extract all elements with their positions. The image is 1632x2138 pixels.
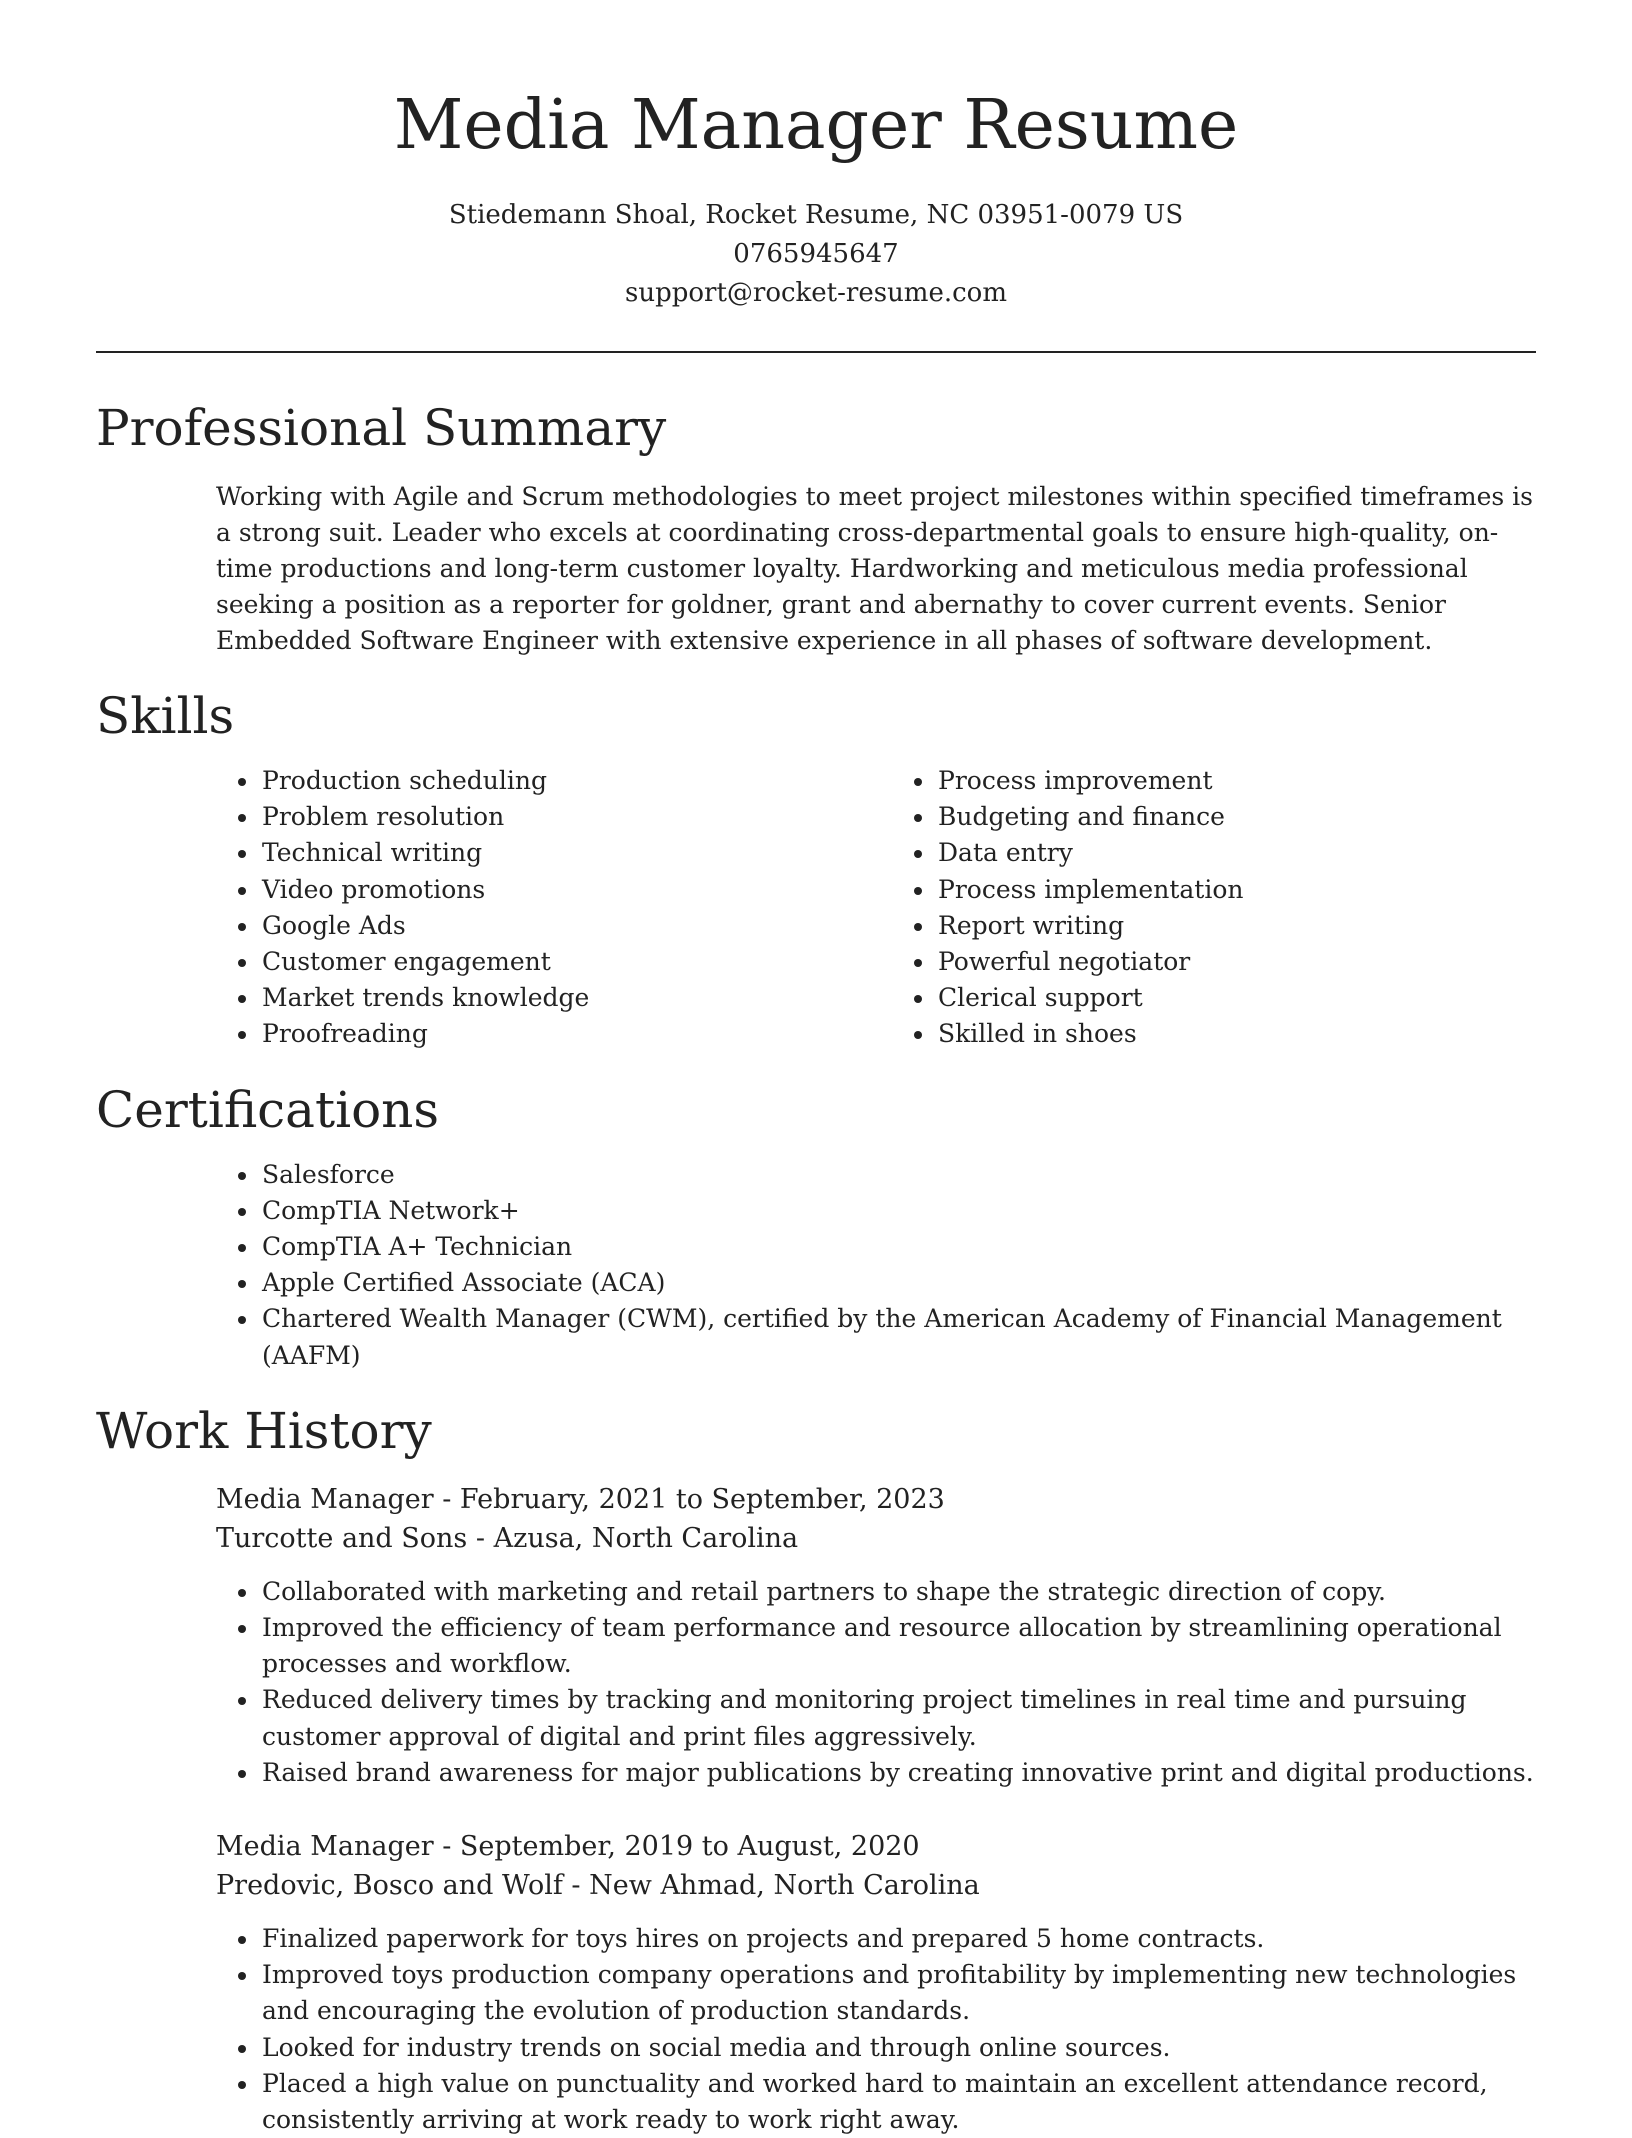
job-bullet: • Finalized paperwork for toys hires on projects and prepared 5 home contracts. — [260, 1921, 1536, 1957]
job-bullet: • Improved toys production company operations and profitability by implementing new technologies and encouraging the evolution of production standards. — [260, 1957, 1536, 2029]
skill-item: • Report writing — [936, 908, 1536, 944]
job-bullet: • Placed a high value on punctuality and worked hard to maintain an excellent attendance record, consistently arriving at work ready to work right away. — [260, 2066, 1536, 2138]
skill-item: • Google Ads — [260, 908, 912, 944]
job-company: Predovic, Bosco and Wolf — [216, 1870, 563, 1902]
job-title-line: Media Manager - September, 2019 to August, 2020 — [216, 1831, 920, 1863]
summary-section — [96, 397, 1536, 659]
job-bullet: • Improved the efficiency of team performance and resource allocation by streamlining operational processes and workflow. — [260, 1610, 1536, 1682]
certification-item: • Chartered Wealth Manager (CWM), certified by the American Academy of Financial Management (AAFM) — [260, 1301, 1536, 1373]
job-role: Media Manager — [216, 1831, 434, 1863]
skills-list-left — [96, 763, 912, 1053]
job-role: Media Manager — [216, 1483, 434, 1515]
job-company: Turcotte and Sons — [216, 1522, 468, 1554]
certification-item: • Salesforce — [260, 1157, 1536, 1193]
skill-item: • Proofreading — [260, 1016, 912, 1052]
certification-item: • Apple Certified Associate (ACA) — [260, 1265, 1536, 1301]
job-entry — [96, 1827, 1536, 2138]
job-bullet: • Reduced delivery times by tracking and monitoring project timelines in real time and pursuing customer approval of digital and print files aggressively. — [260, 1682, 1536, 1754]
resume-header — [96, 0, 1536, 313]
skill-item: • Customer engagement — [260, 944, 912, 980]
contact-block — [96, 196, 1536, 313]
job-company-line: Predovic, Bosco and Wolf - New Ahmad, North Carolina — [216, 1870, 980, 1902]
skill-item: • Powerful negotiator — [936, 944, 1536, 980]
job-company-line: Turcotte and Sons - Azusa, North Carolina — [216, 1522, 799, 1554]
skill-item: • Problem resolution — [260, 799, 912, 835]
skill-item: • Clerical support — [936, 980, 1536, 1016]
skill-item: • Budgeting and finance — [936, 799, 1536, 835]
certification-item: • CompTIA A+ Technician — [260, 1229, 1536, 1265]
work-history-heading: Work History — [96, 1401, 432, 1460]
skill-item: • Data entry — [936, 835, 1536, 871]
skill-item: • Process implementation — [936, 872, 1536, 908]
work-history-section — [96, 1400, 1536, 2138]
summary-heading: Professional Summary — [96, 399, 667, 457]
address: Stiedemann Shoal, Rocket Resume, NC 03951-0079 US — [448, 200, 1184, 230]
job-bullets — [96, 1921, 1536, 2138]
certification-item: • CompTIA Network+ — [260, 1193, 1536, 1229]
summary-text: Working with Agile and Scrum methodologies to meet project milestones within specified timeframes is a strong suit. Leader who excels at coordinating cross-departmental goals to ensure high-quality, on-time productions and long-term customer loyalty. Hardworking and meticulous media professional seeking a position as a reporter for goldner, grant and abernathy to cover current events. Senior Embedded Software Engineer with extensive experience in all phases of software development. — [216, 482, 1533, 655]
email: support@rocket-resume.com — [624, 278, 1007, 308]
skills-heading: Skills — [96, 687, 235, 745]
job-header — [216, 1480, 1536, 1558]
skills-section — [96, 685, 1536, 1053]
skill-item: • Production scheduling — [260, 763, 912, 799]
job-bullet: • Collaborated with marketing and retail partners to shape the strategic direction of copy. — [260, 1574, 1536, 1610]
header-divider — [96, 351, 1536, 353]
job-bullet: • Raised brand awareness for major publications by creating innovative print and digital productions. — [260, 1755, 1536, 1791]
skill-item: • Process improvement — [936, 763, 1536, 799]
certifications-list — [96, 1157, 1536, 1374]
skills-columns — [96, 763, 1536, 1053]
certifications-section — [96, 1079, 1536, 1374]
job-header — [216, 1827, 1536, 1905]
job-bullets — [96, 1574, 1536, 1791]
certifications-heading: Certifications — [96, 1080, 440, 1139]
job-location: Azusa, North Carolina — [493, 1522, 799, 1554]
skill-item: • Video promotions — [260, 872, 912, 908]
skill-item: • Market trends knowledge — [260, 980, 912, 1016]
skills-list-right — [936, 763, 1536, 1053]
resume-title: Media Manager Resume — [393, 86, 1239, 165]
skill-item: • Technical writing — [260, 835, 912, 871]
job-location: New Ahmad, North Carolina — [589, 1870, 980, 1902]
phone: 0765945647 — [733, 239, 899, 269]
job-dates: February, 2021 to September, 2023 — [459, 1483, 945, 1515]
job-entry — [96, 1480, 1536, 1791]
skill-item: • Skilled in shoes — [936, 1016, 1536, 1052]
job-bullet: • Looked for industry trends on social media and through online sources. — [260, 2030, 1536, 2066]
job-dates: September, 2019 to August, 2020 — [459, 1831, 920, 1863]
job-title-line: Media Manager - February, 2021 to September, 2023 — [216, 1483, 945, 1515]
